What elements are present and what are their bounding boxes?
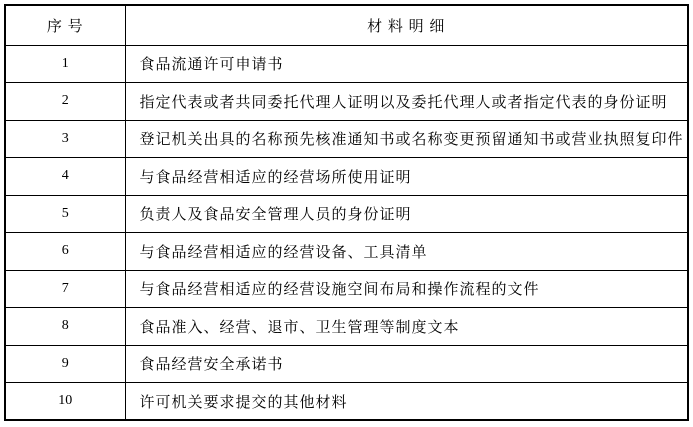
serial-cell: 4 <box>5 158 125 196</box>
detail-cell: 食品经营安全承诺书 <box>125 345 688 383</box>
table-row <box>5 345 688 383</box>
materials-table <box>4 4 689 421</box>
detail-cell: 与食品经营相适应的经营场所使用证明 <box>125 158 688 196</box>
table-row <box>5 120 688 158</box>
serial-cell: 2 <box>5 83 125 121</box>
table-row <box>5 308 688 346</box>
detail-cell: 与食品经营相适应的经营设施空间布局和操作流程的文件 <box>125 270 688 308</box>
table-row <box>5 233 688 271</box>
detail-cell: 食品流通许可申请书 <box>125 45 688 83</box>
detail-cell: 负责人及食品安全管理人员的身份证明 <box>125 195 688 233</box>
serial-cell: 9 <box>5 345 125 383</box>
serial-cell: 6 <box>5 233 125 271</box>
detail-cell: 指定代表或者共同委托代理人证明以及委托代理人或者指定代表的身份证明 <box>125 83 688 121</box>
serial-cell: 3 <box>5 120 125 158</box>
table-header <box>5 5 688 45</box>
serial-cell: 1 <box>5 45 125 83</box>
table-row <box>5 383 688 421</box>
serial-cell: 7 <box>5 270 125 308</box>
detail-cell: 许可机关要求提交的其他材料 <box>125 383 688 421</box>
serial-cell: 5 <box>5 195 125 233</box>
table-row <box>5 158 688 196</box>
detail-cell: 与食品经营相适应的经营设备、工具清单 <box>125 233 688 271</box>
header-row <box>5 5 688 45</box>
detail-cell: 食品准入、经营、退市、卫生管理等制度文本 <box>125 308 688 346</box>
column-header-detail: 材 料 明 细 <box>125 5 688 45</box>
table-row <box>5 83 688 121</box>
table-row <box>5 45 688 83</box>
serial-cell: 8 <box>5 308 125 346</box>
detail-cell: 登记机关出具的名称预先核准通知书或名称变更预留通知书或营业执照复印件 <box>125 120 688 158</box>
serial-cell: 10 <box>5 383 125 421</box>
table-row <box>5 195 688 233</box>
table-row <box>5 270 688 308</box>
table-body <box>5 45 688 420</box>
column-header-serial: 序 号 <box>5 5 125 45</box>
